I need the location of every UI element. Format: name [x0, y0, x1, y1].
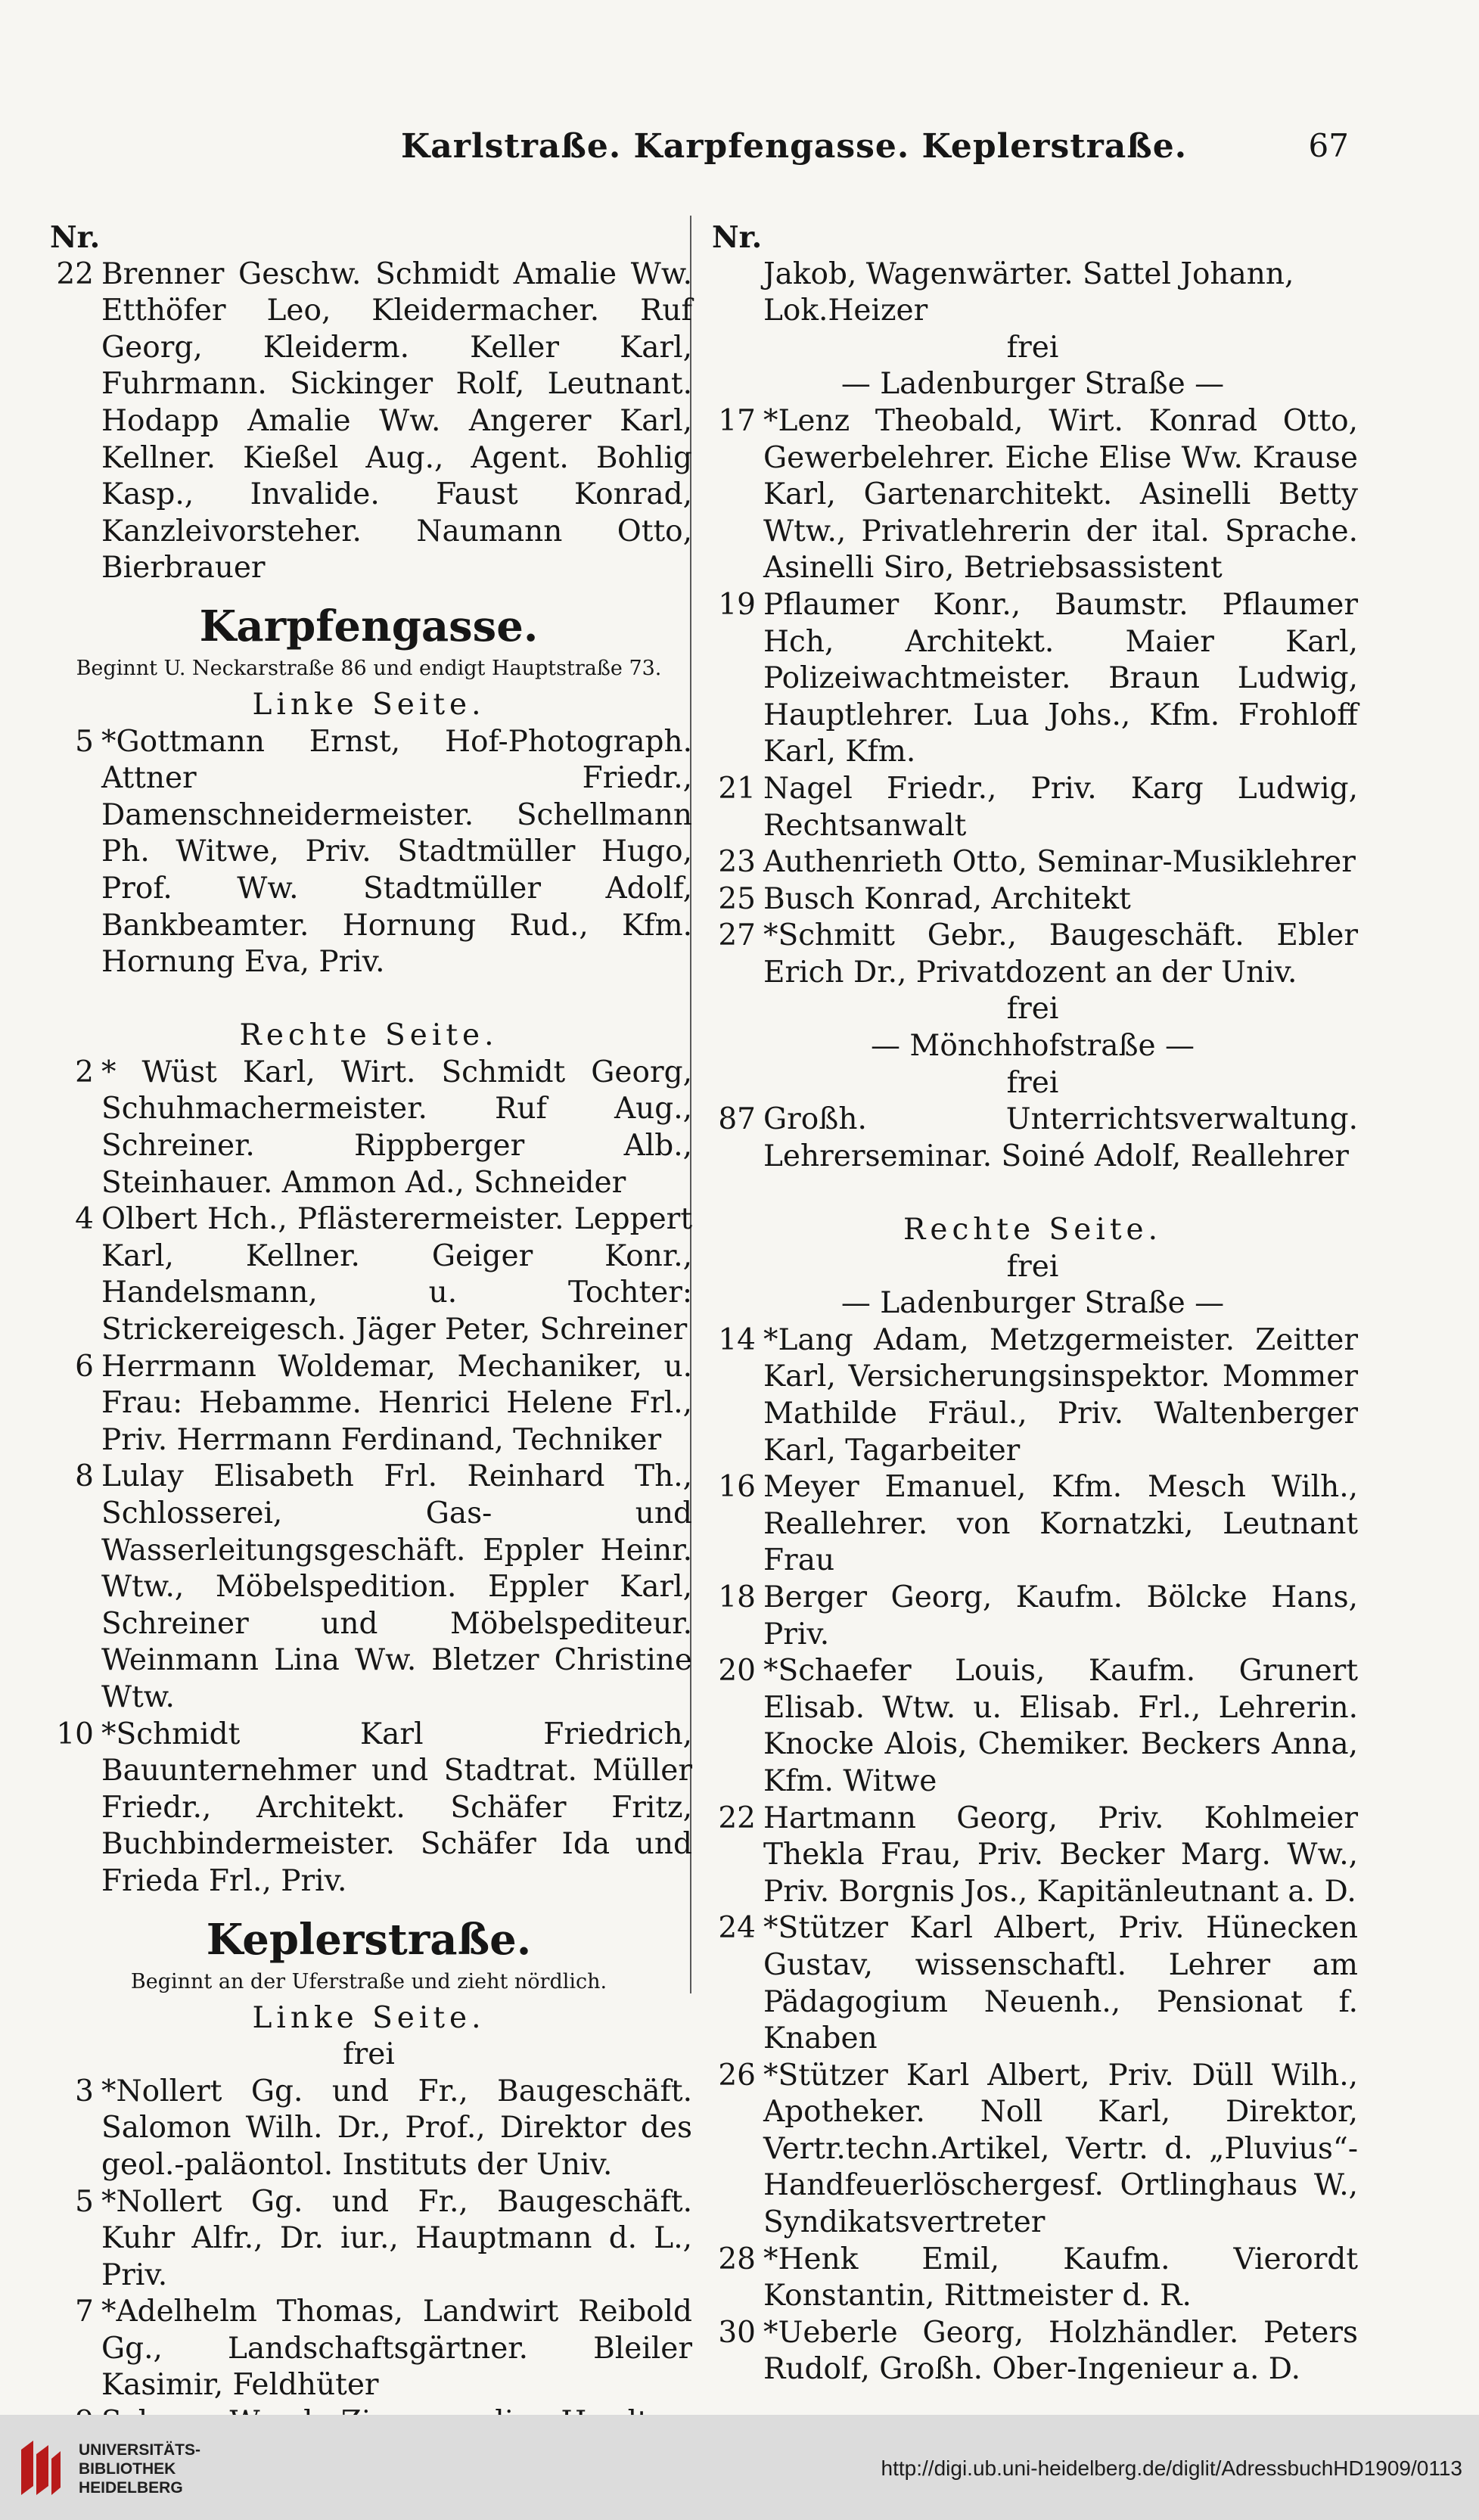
house-number: 3: [75, 2074, 94, 2108]
address-entry: [45, 256, 692, 587]
address-entry: [707, 1801, 1358, 1911]
residents-text: Meyer Emanuel, Kfm. Mesch Wilh., Reallehrer. von Kornatzki, Leutnant Frau: [763, 1470, 1358, 1578]
residents-text: * Wüst Karl, Wirt. Schmidt Georg, Schuhmachermeister. Ruf Aug., Schreiner. Rippberger Alb., Steinhauer. Ammon Ad., Schneider: [101, 1055, 692, 1200]
house-number: 17: [718, 403, 756, 438]
house-number: 5: [75, 2184, 94, 2219]
residents-text: Pflaumer Konr., Baumstr. Pflaumer Hch, Architekt. Maier Karl, Polizeiwachtmeister. Braun Ludwig, Hauptlehrer. Lua Johs., Kfm. Frohloff Karl, Kfm.: [763, 587, 1358, 769]
address-entry: [707, 1910, 1358, 2057]
nr-label: Nr.: [50, 220, 101, 255]
address-entry: [707, 2058, 1358, 2242]
address-entry: [707, 1469, 1358, 1580]
residents-text: Busch Konrad, Architekt: [763, 881, 1131, 916]
house-number: 7: [75, 2295, 94, 2329]
house-number: 87: [718, 1102, 756, 1137]
side-heading-right: Rechte Seite.: [239, 1018, 499, 1053]
library-name-line: BIBLIOTHEK: [79, 2460, 176, 2478]
address-entry: [707, 2242, 1358, 2315]
address-entry: [45, 2294, 692, 2404]
house-number: 18: [718, 1580, 756, 1614]
address-entry: [707, 1322, 1358, 1469]
residents-text: *Henk Emil, Kaufm. Vierordt Konstantin, Rittmeister d. R.: [763, 2242, 1358, 2313]
residents-text: *Schmidt Karl Friedrich, Bauunternehmer und Stadtrat. Müller Friedr., Architekt. Schäfer Fritz, Buchbindermeister. Schäfer Ida und Frieda Frl., Priv.: [101, 1717, 692, 1898]
address-entry: [707, 918, 1358, 991]
address-entry: [707, 403, 1358, 587]
frei-label: frei: [343, 2037, 395, 2072]
left-column: [45, 219, 692, 2441]
address-entry: [707, 1580, 1358, 1653]
cross-street: — Ladenburger Straße —: [840, 367, 1225, 402]
house-number: 26: [718, 2058, 756, 2093]
residents-text: Nagel Friedr., Priv. Karg Ludwig, Rechtsanwalt: [763, 771, 1358, 843]
address-entry: [707, 587, 1358, 771]
library-name-line: HEIDELBERG: [79, 2479, 183, 2497]
residents-text: *Lenz Theobald, Wirt. Konrad Otto, Gewerbelehrer. Eiche Elise Ww. Krause Karl, Gartenarchitekt. Asinelli Betty Wtw., Privatlehrerin der ital. Sprache. Asinelli Siro, Betriebsassistent: [763, 403, 1358, 586]
library-name: [79, 2441, 200, 2497]
house-number: 22: [718, 1801, 756, 1835]
address-entry: [45, 1459, 692, 1716]
house-number: 4: [75, 1202, 94, 1237]
spacer: [45, 981, 692, 1018]
residents-text: Berger Georg, Kaufm. Bölcke Hans, Priv.: [763, 1580, 1358, 1652]
frei-label: frei: [1006, 992, 1059, 1027]
house-number: 5: [75, 724, 94, 759]
address-entry: [45, 724, 692, 981]
residents-text: *Schmitt Gebr., Baugeschäft. Ebler Erich Dr., Privatdozent an der Univ.: [763, 918, 1358, 990]
address-entry: [45, 1349, 692, 1459]
footer-bar: [0, 2415, 1479, 2520]
residents-text: *Stützer Karl Albert, Priv. Hünecken Gustav, wissenschaftl. Lehrer am Pädagogium Neuenh., Pensionat f. Knaben: [763, 1911, 1358, 2056]
house-number: 30: [718, 2315, 756, 2350]
residents-text: *Stützer Karl Albert, Priv. Düll Wilh., Apotheker. Noll Karl, Direktor, Vertr.techn.Artikel, Vertr. d. „Pluvius“-Handfeuerlöschergesf. Ortlinghaus W., Syndikatsvertreter: [763, 2058, 1358, 2240]
frei-label: frei: [1006, 330, 1059, 365]
address-entry: [707, 1102, 1358, 1175]
address-entry: [707, 2315, 1358, 2388]
street-heading-karpfengasse: Karpfengasse.: [199, 601, 539, 651]
address-entry: [707, 1653, 1358, 1800]
street-heading-keplerstrasse: Keplerstraße.: [206, 1914, 532, 1965]
side-heading-left: Linke Seite.: [252, 2000, 486, 2035]
frei-label: frei: [1006, 1249, 1059, 1284]
address-entry: [707, 771, 1358, 844]
spacer: [707, 1175, 1358, 1212]
house-number: 10: [56, 1717, 94, 1751]
page-header: Karlstraße. Karpfengasse. Keplerstraße.: [401, 127, 1188, 166]
residents-text: *Gottmann Ernst, Hof-Photograph. Attner Friedr., Damenschneidermeister. Schellmann Ph. Witwe, Priv. Stadtmüller Hugo, Prof. Ww. Stadtmüller Adolf, Bankbeamter. Hornung Rud., Kfm. Hornung Eva, Priv.: [101, 724, 692, 980]
continuation-text: Jakob, Wagenwärter. Sattel Johann, Lok.Heizer: [763, 256, 1294, 328]
residents-text: Authenrieth Otto, Seminar-Musiklehrer: [763, 845, 1356, 880]
residents-text: *Adelhelm Thomas, Landwirt Reibold Gg., Landschaftsgärtner. Bleiler Kasimir, Feldhüter: [101, 2295, 692, 2403]
address-entry: [45, 1055, 692, 1201]
residents-text: *Ueberle Georg, Holzhändler. Peters Rudolf, Großh. Ober-Ingenieur a. D.: [763, 2315, 1358, 2387]
house-number: 22: [56, 256, 94, 291]
residents-text: Hartmann Georg, Priv. Kohlmeier Thekla Frau, Priv. Becker Marg. Ww., Priv. Borgnis Jos., Kapitänleutnant a. D.: [763, 1801, 1358, 1909]
house-number: 16: [718, 1470, 756, 1505]
house-number: 20: [718, 1654, 756, 1689]
house-number: 14: [718, 1322, 756, 1357]
house-number: 6: [75, 1349, 94, 1384]
source-url[interactable]: http://digi.ub.uni-heidelberg.de/diglit/AdressbuchHD1909/0113: [881, 2456, 1462, 2480]
house-number: 8: [75, 1459, 94, 1494]
address-entry: [707, 881, 1358, 918]
residents-text: *Lang Adam, Metzgermeister. Zeitter Karl, Versicherungsinspektor. Mommer Mathilde Fräul., Priv. Waltenberger Karl, Tagarbeiter: [763, 1322, 1358, 1468]
cross-street: — Ladenburger Straße —: [840, 1286, 1225, 1321]
address-entry: [45, 1201, 692, 1348]
side-heading-right: Rechte Seite.: [903, 1213, 1162, 1248]
house-number: 2: [75, 1055, 94, 1089]
house-number: 27: [718, 918, 756, 953]
address-entry: [45, 2184, 692, 2295]
address-entry: [45, 1717, 692, 1900]
residents-text: Brenner Geschw. Schmidt Amalie Ww. Etthöfer Leo, Kleidermacher. Ruf Georg, Kleiderm. Keller Karl, Fuhrmann. Sickinger Rolf, Leutnant. Hodapp Amalie Ww. Angerer Karl, Kellner. Kießel Aug., Agent. Bohlig Kasp., Invalide. Faust Konrad, Kanzleivorsteher. Naumann Otto, Bierbrauer: [101, 256, 692, 586]
frei-label: frei: [1006, 1065, 1059, 1100]
house-number: 21: [718, 771, 756, 806]
page-number: 67: [1308, 127, 1349, 164]
residents-text: *Nollert Gg. und Fr., Baugeschäft. Kuhr Alfr., Dr. iur., Hauptmann d. L., Priv.: [101, 2184, 692, 2292]
house-number: 24: [718, 1911, 756, 1946]
house-number: 28: [718, 2242, 756, 2276]
cross-street: — Mönchhofstraße —: [870, 1029, 1195, 1064]
library-logo-icon: [17, 2435, 64, 2500]
residents-text: *Nollert Gg. und Fr., Baugeschäft. Salomon Wilh. Dr., Prof., Direktor des geol.-paläontol. Instituts der Univ.: [101, 2074, 692, 2182]
street-description: Beginnt an der Uferstraße und zieht nördlich.: [130, 1969, 607, 1993]
residents-text: Lulay Elisabeth Frl. Reinhard Th., Schlosserei, Gas- und Wasserleitungsgeschäft. Eppler Heinr. Wtw., Möbelspedition. Eppler Karl, Schreiner und Möbelspediteur. Weinmann Lina Ww. Bletzer Christine Wtw.: [101, 1459, 692, 1714]
address-entry: [45, 2074, 692, 2184]
residents-text: *Schaefer Louis, Kaufm. Grunert Elisab. Wtw. u. Elisab. Frl., Lehrerin. Knocke Alois, Chemiker. Beckers Anna, Kfm. Witwe: [763, 1654, 1358, 1798]
house-number: 19: [718, 587, 756, 622]
side-heading-left: Linke Seite.: [252, 687, 486, 722]
house-number: 23: [718, 845, 756, 880]
house-number: 25: [718, 881, 756, 916]
residents-text: Olbert Hch., Pflästerermeister. Leppert Karl, Kellner. Geiger Konr., Handelsmann, u. Tochter: Strickereigesch. Jäger Peter, Schreiner: [101, 1202, 692, 1347]
residents-text: Großh. Unterrichtsverwaltung. Lehrerseminar. Soiné Adolf, Reallehrer: [763, 1102, 1358, 1173]
address-entry: [707, 844, 1358, 881]
right-column: [707, 219, 1358, 2388]
street-description: Beginnt U. Neckarstraße 86 und endigt Hauptstraße 73.: [76, 656, 662, 680]
library-name-line: UNIVERSITÄTS-: [79, 2441, 201, 2459]
nr-label: Nr.: [712, 220, 763, 255]
residents-text: Herrmann Woldemar, Mechaniker, u. Frau: Hebamme. Henrici Helene Frl., Priv. Herrmann Ferdinand, Techniker: [101, 1349, 692, 1457]
